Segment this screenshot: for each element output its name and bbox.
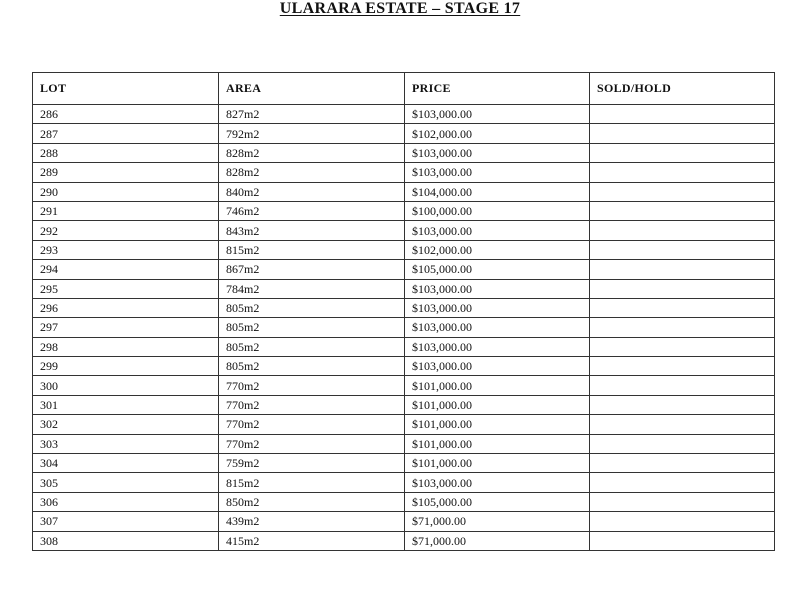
lot-cell: 294 xyxy=(33,260,219,279)
lot-cell: 286 xyxy=(33,105,219,124)
header-row xyxy=(33,73,775,105)
table-row xyxy=(33,240,775,259)
lot-cell: 291 xyxy=(33,201,219,220)
price-cell: $103,000.00 xyxy=(405,143,590,162)
area-cell: 770m2 xyxy=(219,376,405,395)
sold-hold-cell xyxy=(590,512,775,531)
area-cell: 843m2 xyxy=(219,221,405,240)
area-cell: 850m2 xyxy=(219,492,405,511)
header-sold-hold: SOLD/HOLD xyxy=(590,73,775,105)
price-cell: $101,000.00 xyxy=(405,415,590,434)
price-cell: $102,000.00 xyxy=(405,124,590,143)
price-cell: $103,000.00 xyxy=(405,318,590,337)
area-cell: 815m2 xyxy=(219,473,405,492)
sold-hold-cell xyxy=(590,260,775,279)
area-cell: 439m2 xyxy=(219,512,405,531)
table-row xyxy=(33,279,775,298)
price-cell: $101,000.00 xyxy=(405,454,590,473)
lot-cell: 289 xyxy=(33,163,219,182)
area-cell: 746m2 xyxy=(219,201,405,220)
price-cell: $100,000.00 xyxy=(405,201,590,220)
area-cell: 815m2 xyxy=(219,240,405,259)
header-area: AREA xyxy=(219,73,405,105)
table-row xyxy=(33,434,775,453)
area-cell: 770m2 xyxy=(219,395,405,414)
price-cell: $101,000.00 xyxy=(405,395,590,414)
table-row xyxy=(33,512,775,531)
area-cell: 415m2 xyxy=(219,531,405,550)
document-title-text: ULARARA ESTATE – STAGE 17 xyxy=(279,0,521,17)
sold-hold-cell xyxy=(590,337,775,356)
lots-table xyxy=(32,72,775,551)
sold-hold-cell xyxy=(590,492,775,511)
lot-cell: 293 xyxy=(33,240,219,259)
area-cell: 805m2 xyxy=(219,357,405,376)
price-cell: $103,000.00 xyxy=(405,473,590,492)
document-title xyxy=(0,0,800,18)
sold-hold-cell xyxy=(590,105,775,124)
lot-cell: 298 xyxy=(33,337,219,356)
lot-cell: 307 xyxy=(33,512,219,531)
area-cell: 770m2 xyxy=(219,434,405,453)
sold-hold-cell xyxy=(590,298,775,317)
table-row xyxy=(33,318,775,337)
price-cell: $103,000.00 xyxy=(405,221,590,240)
lot-cell: 302 xyxy=(33,415,219,434)
lots-table-body xyxy=(33,105,775,551)
sold-hold-cell xyxy=(590,318,775,337)
table-row xyxy=(33,105,775,124)
lot-cell: 299 xyxy=(33,357,219,376)
area-cell: 792m2 xyxy=(219,124,405,143)
table-row xyxy=(33,337,775,356)
area-cell: 805m2 xyxy=(219,318,405,337)
table-row xyxy=(33,182,775,201)
lots-table-header xyxy=(33,73,775,105)
lot-cell: 287 xyxy=(33,124,219,143)
sold-hold-cell xyxy=(590,473,775,492)
price-cell: $71,000.00 xyxy=(405,531,590,550)
price-cell: $102,000.00 xyxy=(405,240,590,259)
area-cell: 784m2 xyxy=(219,279,405,298)
lot-cell: 305 xyxy=(33,473,219,492)
sold-hold-cell xyxy=(590,531,775,550)
area-cell: 828m2 xyxy=(219,143,405,162)
sold-hold-cell xyxy=(590,376,775,395)
table-row xyxy=(33,531,775,550)
header-price: PRICE xyxy=(405,73,590,105)
lot-cell: 295 xyxy=(33,279,219,298)
price-cell: $103,000.00 xyxy=(405,279,590,298)
price-cell: $104,000.00 xyxy=(405,182,590,201)
sold-hold-cell xyxy=(590,143,775,162)
table-row xyxy=(33,124,775,143)
sold-hold-cell xyxy=(590,434,775,453)
sold-hold-cell xyxy=(590,163,775,182)
area-cell: 867m2 xyxy=(219,260,405,279)
header-lot: LOT xyxy=(33,73,219,105)
lot-cell: 301 xyxy=(33,395,219,414)
table-row xyxy=(33,260,775,279)
price-cell: $103,000.00 xyxy=(405,105,590,124)
table-row xyxy=(33,454,775,473)
table-row xyxy=(33,357,775,376)
table-row xyxy=(33,492,775,511)
lot-cell: 306 xyxy=(33,492,219,511)
area-cell: 805m2 xyxy=(219,337,405,356)
sold-hold-cell xyxy=(590,415,775,434)
table-row xyxy=(33,473,775,492)
table-row xyxy=(33,376,775,395)
area-cell: 759m2 xyxy=(219,454,405,473)
sold-hold-cell xyxy=(590,240,775,259)
area-cell: 840m2 xyxy=(219,182,405,201)
table-row xyxy=(33,221,775,240)
sold-hold-cell xyxy=(590,279,775,298)
area-cell: 805m2 xyxy=(219,298,405,317)
price-cell: $103,000.00 xyxy=(405,337,590,356)
price-cell: $103,000.00 xyxy=(405,357,590,376)
table-row xyxy=(33,201,775,220)
sold-hold-cell xyxy=(590,395,775,414)
area-cell: 827m2 xyxy=(219,105,405,124)
table-row xyxy=(33,163,775,182)
price-cell: $103,000.00 xyxy=(405,298,590,317)
lot-cell: 308 xyxy=(33,531,219,550)
table-row xyxy=(33,298,775,317)
lot-cell: 303 xyxy=(33,434,219,453)
sold-hold-cell xyxy=(590,454,775,473)
sold-hold-cell xyxy=(590,201,775,220)
area-cell: 828m2 xyxy=(219,163,405,182)
lot-cell: 290 xyxy=(33,182,219,201)
price-cell: $105,000.00 xyxy=(405,260,590,279)
lot-cell: 304 xyxy=(33,454,219,473)
table-row xyxy=(33,415,775,434)
area-cell: 770m2 xyxy=(219,415,405,434)
price-cell: $101,000.00 xyxy=(405,376,590,395)
sold-hold-cell xyxy=(590,357,775,376)
lot-cell: 288 xyxy=(33,143,219,162)
table-row xyxy=(33,143,775,162)
sold-hold-cell xyxy=(590,221,775,240)
price-cell: $71,000.00 xyxy=(405,512,590,531)
lot-cell: 300 xyxy=(33,376,219,395)
sold-hold-cell xyxy=(590,182,775,201)
price-cell: $105,000.00 xyxy=(405,492,590,511)
sold-hold-cell xyxy=(590,124,775,143)
lot-cell: 296 xyxy=(33,298,219,317)
price-cell: $101,000.00 xyxy=(405,434,590,453)
price-cell: $103,000.00 xyxy=(405,163,590,182)
table-row xyxy=(33,395,775,414)
lot-cell: 297 xyxy=(33,318,219,337)
lot-cell: 292 xyxy=(33,221,219,240)
